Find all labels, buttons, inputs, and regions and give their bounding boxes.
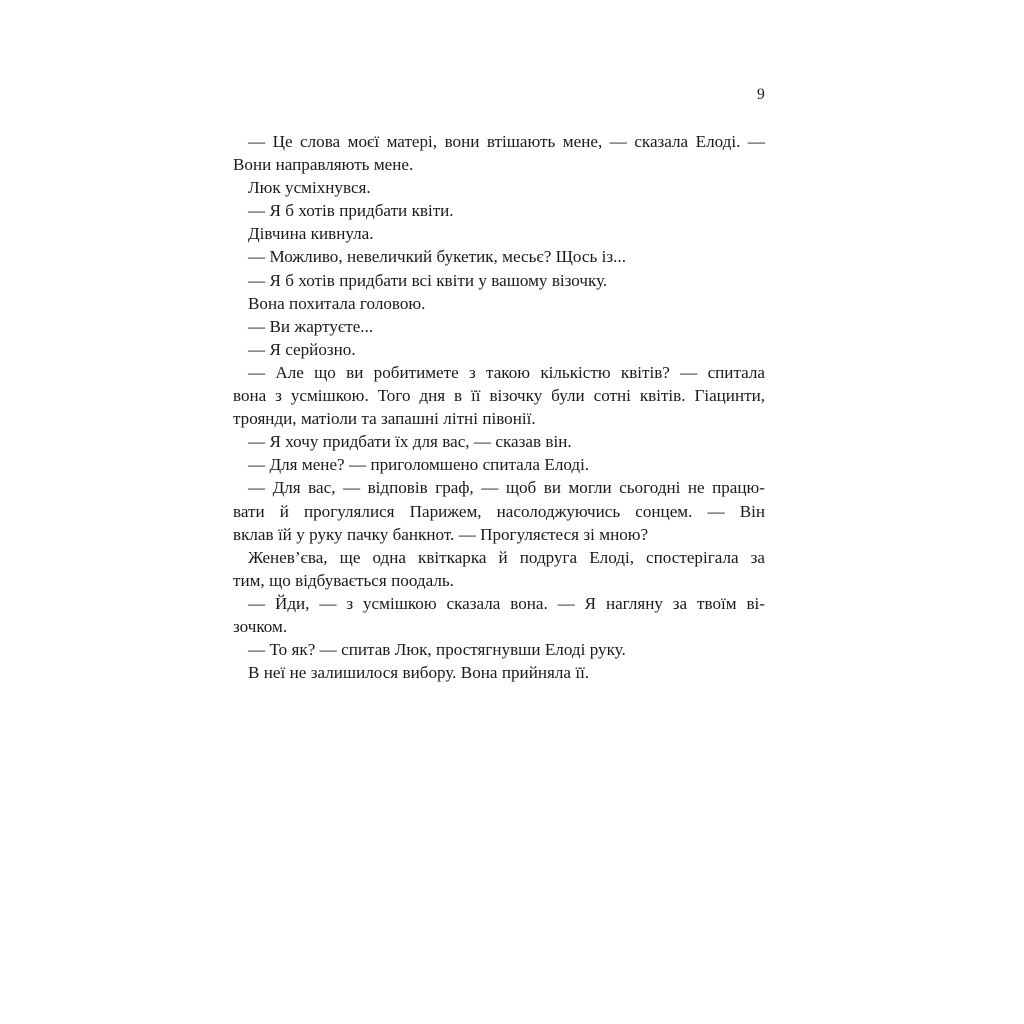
text-line: зочком. [233, 616, 288, 636]
paragraph [233, 661, 765, 684]
body-text-block [233, 130, 765, 684]
text-line: — Можливо, невеличкий букетик, месьє? Щось із... [248, 247, 626, 267]
paragraph [233, 430, 765, 453]
text-line: Женев’єва, ще одна квіткарка й подруга Елоді, спостерігала за [248, 547, 765, 567]
page-folio-area [233, 86, 765, 104]
text-line: Дівчина кивнула. [248, 224, 374, 244]
text-line: — То як? — спитав Люк, простягнувши Елоді руку. [248, 640, 626, 660]
text-line: — Я б хотів придбати квіти. [248, 201, 454, 221]
paragraph [233, 269, 765, 292]
text-line: троянди, матіоли та запашні літні півонії. [233, 409, 536, 429]
paragraph [233, 315, 765, 338]
text-line: вати й прогулялися Парижем, насолоджуючись сонцем. — Він [233, 501, 765, 521]
paragraph [233, 176, 765, 199]
paragraph [233, 199, 765, 222]
text-line: — Але що ви робитимете з такою кількістю квітів? — спитала [248, 362, 765, 382]
paragraph [233, 222, 765, 245]
text-line: Вона похитала головою. [248, 293, 426, 313]
text-line: тим, що відбувається поодаль. [233, 570, 454, 590]
text-line: — Я серйозно. [248, 339, 356, 359]
text-line: — Я хочу придбати їх для вас, — сказав він. [248, 432, 572, 452]
paragraph [233, 292, 765, 315]
text-line: Вони направляють мене. [233, 155, 414, 175]
paragraph [233, 546, 765, 592]
text-line: вона з усмішкою. Того дня в її візочку були сотні квітів. Гіацинти, [233, 386, 765, 406]
text-line: — Це слова моєї матері, вони втішають мене, — сказала Елоді. — [248, 132, 765, 151]
paragraph [233, 638, 765, 661]
paragraph [233, 476, 765, 545]
text-line: — Я б хотів придбати всі квіти у вашому візочку. [248, 270, 608, 290]
text-line: — Для вас, — відповів граф, — щоб ви могли сьогодні не працю- [248, 478, 765, 498]
paragraph [233, 338, 765, 361]
text-line: В неї не залишилося вибору. Вона прийняла її. [248, 663, 590, 683]
text-line: Люк усміхнувся. [248, 178, 371, 198]
paragraph [233, 245, 765, 268]
text-line: — Для мене? — приголомшено спитала Елоді. [248, 455, 590, 475]
paragraph [233, 361, 765, 430]
text-line: — Ви жартуєте... [248, 316, 374, 336]
text-line: вклав їй у руку пачку банкнот. — Прогуляєтеся зі мною? [233, 524, 649, 544]
paragraph [233, 453, 765, 476]
page-number: 9 [757, 86, 765, 103]
text-line: — Йди, — з усмішкою сказала вона. — Я нагляну за твоїм ві- [248, 593, 765, 613]
paragraph [233, 592, 765, 638]
paragraph [233, 130, 765, 176]
